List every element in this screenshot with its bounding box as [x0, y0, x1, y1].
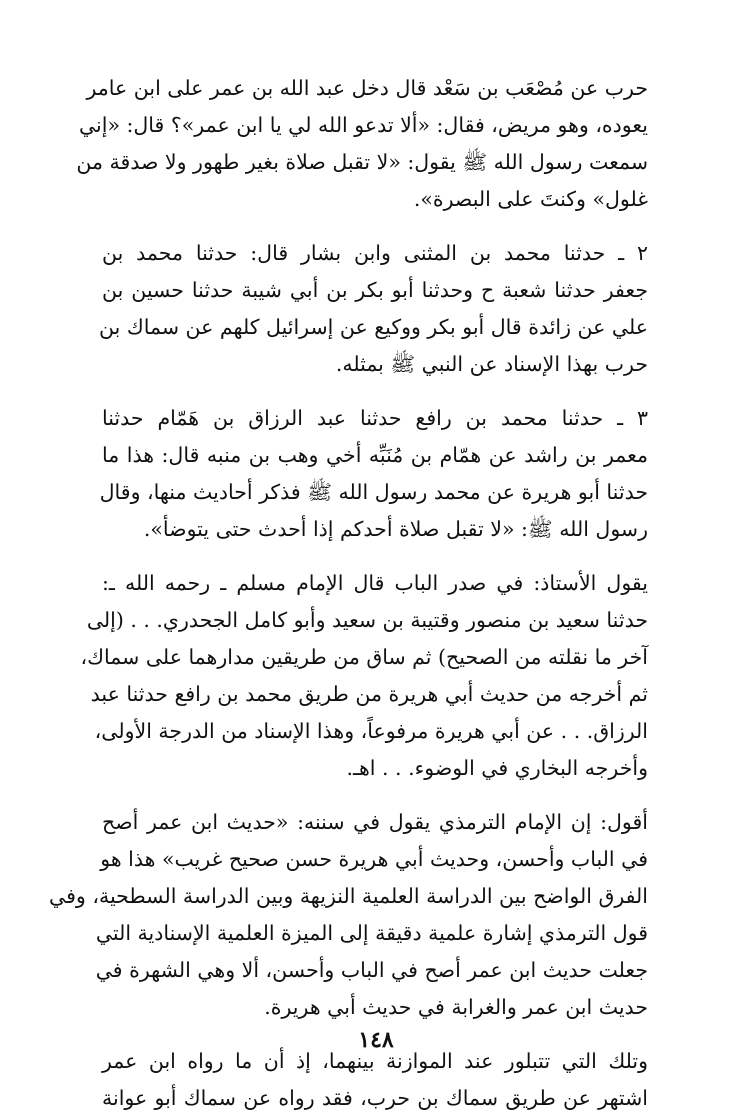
paragraph-hadith-3 — [99, 400, 648, 548]
page-number: ١٤٨ — [358, 1027, 394, 1053]
text-line: رسول الله ﷺ: «لا تقبل صلاة أحدكم إذا أحدث حتى يتوضأ». — [143, 517, 648, 541]
text-line: ٣ ـ حدثنا محمد بن رافع حدثنا عبد الرزاق بن هَمّام حدثنا — [102, 406, 648, 430]
text-line: علي عن زائدة قال أبو بكر ووكيع عن إسرائيل كلهم عن سماك بن — [99, 315, 648, 339]
text-line: قول الترمذي إشارة علمية دقيقة إلى الميزة العلمية الإسنادية التي — [95, 921, 648, 945]
text-line: الرزاق. . . عن أبي هريرة مرفوعاً، وهذا الإسناد من الدرجة الأولى، — [94, 719, 648, 743]
paragraph-continuation — [102, 1043, 648, 1117]
paragraph-divider — [102, 787, 648, 804]
text-line: جعفر حدثنا شعبة ح وحدثنا أبو بكر بن أبي شيبة حدثنا حسين بن — [102, 278, 648, 302]
paragraph-hadith-1-ending — [76, 70, 648, 218]
text-line: حديث ابن عمر والغرابة في حديث أبي هريرة. — [264, 995, 648, 1019]
text-line: آخر ما نقلته من الصحيح) ثم ساق من طريقين مدارهما على سماك، — [80, 645, 648, 669]
text-line: حرب عن مُصْعَب بن سَعْد قال دخل عبد الله بن عمر على ابن عامر — [86, 76, 648, 100]
text-line: يعوده، وهو مريض، فقال: «ألا تدعو الله لي يا ابن عمر»؟ قال: «إني — [78, 113, 648, 137]
text-line: سمعت رسول الله ﷺ يقول: «لا تقبل صلاة بغير طهور ولا صدقة من — [76, 150, 648, 174]
paragraph-author-response — [49, 804, 648, 1026]
text-line: اشتهر عن طريق سماك بن حرب، فقد رواه عن سماك أبو عوانة — [102, 1086, 648, 1110]
paragraph-divider — [102, 383, 648, 400]
text-line: وأخرجه البخاري في الوضوء. . . اهـ. — [346, 756, 648, 780]
paragraph-ustadh-quote — [80, 565, 648, 787]
text-line: حدثنا أبو هريرة عن محمد رسول الله ﷺ فذكر أحاديث منها، وقال — [99, 480, 648, 504]
text-line: ٢ ـ حدثنا محمد بن المثنى وابن بشار قال: حدثنا محمد بن — [102, 241, 648, 265]
text-line: الفرق الواضح بين الدراسة العلمية النزيهة وبين الدراسة السطحية، وفي — [49, 884, 648, 908]
text-line: يقول الأستاذ: في صدر الباب قال الإمام مسلم ـ رحمه الله ـ: — [102, 571, 648, 595]
text-line: جعلت حديث ابن عمر أصح في الباب وأحسن، ألا وهي الشهرة في — [95, 958, 648, 982]
text-line: ثم أخرجه من حديث أبي هريرة من طريق محمد بن رافع حدثنا عبد — [90, 682, 648, 706]
text-line: معمر بن راشد عن همّام بن مُنَبِّه أخي وهب بن منبه قال: هذا ما — [102, 443, 648, 467]
text-line: في الباب وأحسن، وحديث أبي هريرة حسن صحيح غريب» هذا هو — [100, 847, 648, 871]
paragraph-divider — [102, 218, 648, 235]
paragraph-hadith-2 — [99, 235, 648, 383]
text-line: حدثنا سعيد بن منصور وقتيبة بن سعيد وأبو كامل الجحدري. . . (إلى — [86, 608, 648, 632]
text-line: حرب بهذا الإسناد عن النبي ﷺ بمثله. — [335, 352, 648, 376]
text-line: غلول» وكنتَ على البصرة». — [413, 187, 648, 211]
paragraph-divider — [102, 548, 648, 565]
text-line: وتلك التي تتبلور عند الموازنة بينهما، إذ أن ما رواه ابن عمر — [102, 1049, 648, 1073]
text-line: أقول: إن الإمام الترمذي يقول في سننه: «حديث ابن عمر أصح — [102, 810, 648, 834]
page-body — [49, 70, 648, 1117]
